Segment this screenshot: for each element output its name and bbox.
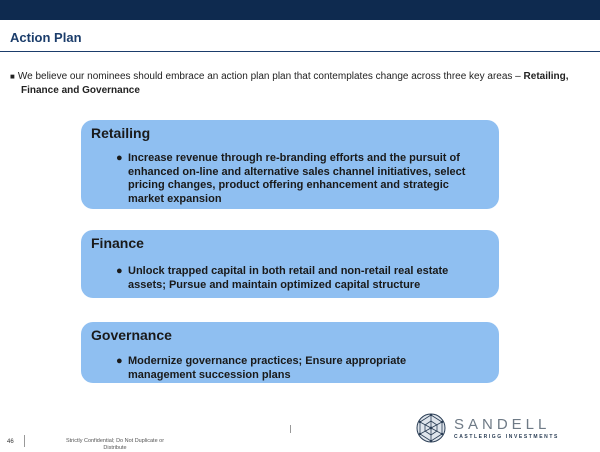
page-title: Action Plan [10,30,82,45]
bullet-line: assets; Pursue and maintain optimized capital structure [128,278,421,291]
intro-bold-finance-governance: Finance and Governance [21,85,140,96]
section-title: Finance [91,235,144,251]
section-title: Retailing [91,125,151,141]
section-finance [81,230,499,298]
globe-logo-icon [416,413,446,443]
section-title: Governance [91,327,172,343]
section-bullet-text [116,355,496,382]
confidentiality-notice: Strictly Confidential; Do Not Duplicate or Distribute [65,438,165,451]
section-bullet-text [116,265,496,292]
round-bullet-icon: ● [116,265,123,277]
bullet-line: enhanced on-line and alternative sales channel initiatives, select [128,165,466,178]
square-bullet-icon: ■ [10,72,15,81]
round-bullet-icon: ● [116,152,123,164]
logo-tagline: CASTLERIGG INVESTMENTS [454,434,559,440]
intro-text: We believe our nominees should embrace an action plan plan that contemplates change across three key areas – [17,71,524,82]
page-number: 46 [7,439,14,445]
bullet-line: pricing changes, product offering enhancement and strategic [128,179,449,191]
sandell-logo [416,413,596,443]
footer-center-tick [290,425,291,433]
section-bullet-text [116,152,496,206]
top-bar [0,0,600,20]
title-divider [0,51,600,52]
intro-bold-retailing: Retailing, [523,71,569,82]
section-retailing [81,120,499,209]
intro-line-2 [10,84,590,98]
bullet-line: Modernize governance practices; Ensure appropriate [128,355,407,367]
bullet-line: Increase revenue through re-branding efforts and the pursuit of [128,152,460,164]
bullet-line: Unlock trapped capital in both retail and non-retail real estate [128,265,449,277]
bullet-line: management succession plans [128,368,291,381]
intro-paragraph [10,70,590,98]
round-bullet-icon: ● [116,355,123,367]
logo-wordmark: SANDELL [454,416,551,433]
footer-separator [24,435,25,447]
section-governance [81,322,499,383]
intro-line-1 [10,70,590,84]
bullet-line: market expansion [128,192,222,205]
